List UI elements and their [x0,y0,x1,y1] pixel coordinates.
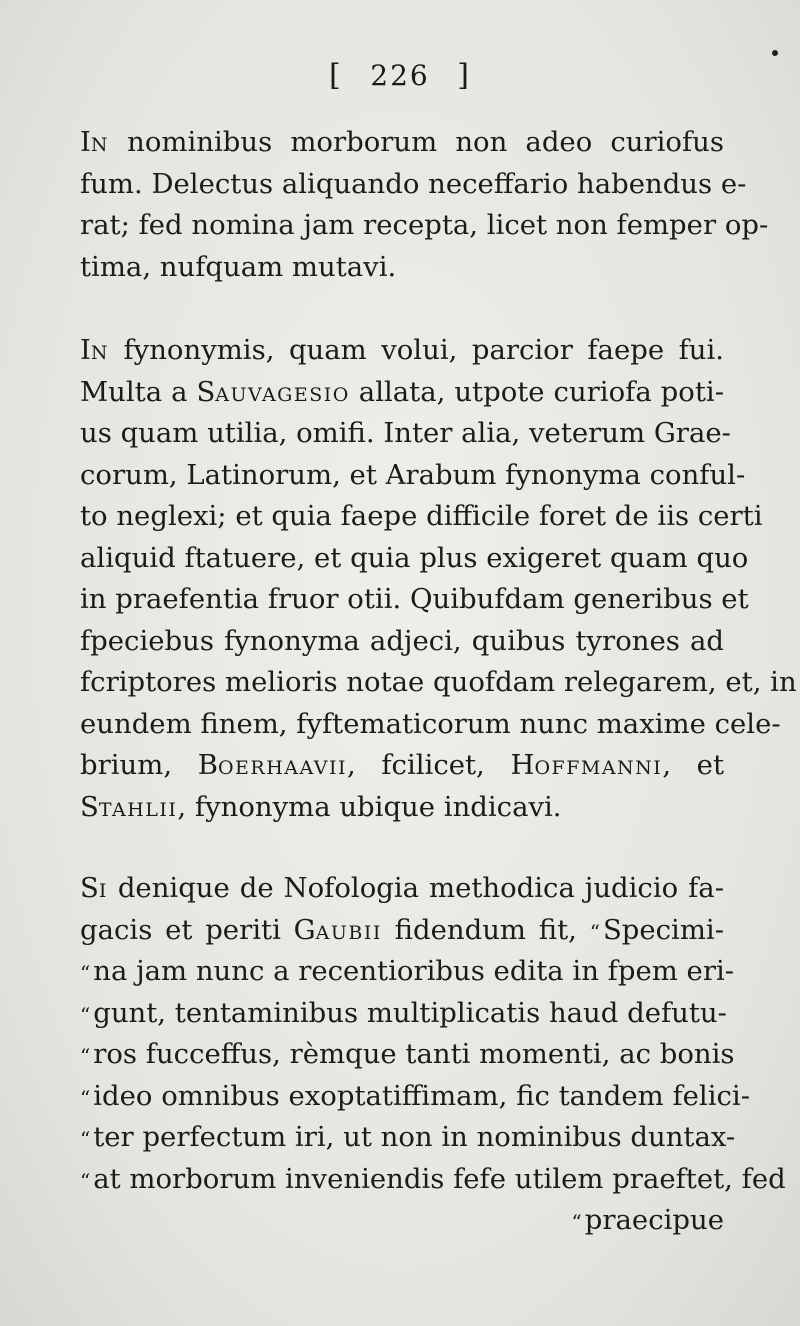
text-line: aliquid ftatuere, et quia plus exigeret quam quo [80,541,749,574]
text-line: fpeciebus fynonyma adjeci, quibus tyrones ad [80,624,724,657]
text-line: fcriptores melioris notae quofdam relegarem, et, in [80,666,797,698]
ink-spot [772,50,778,56]
quoted-line [80,1034,735,1076]
line-text: , fcilicet, [347,749,485,781]
line-text: gacis et periti [80,913,281,946]
text-line [80,868,724,910]
quoted-line [80,1076,750,1118]
quote-mark: “ [80,1168,90,1193]
text-line [80,910,724,952]
small-caps-lead: IN [80,334,109,366]
text-line: us quam utilia, omifi. Inter alia, veterum Grae- [80,417,731,449]
quoted-line [80,1159,786,1201]
line-text: fynonymis, quam volui, parcior faepe fui. [123,334,725,366]
line-text: na jam nunc a recentioribus edita in fpem eri- [93,955,735,987]
line-text: allata, utpote curiofa poti- [358,375,724,408]
line-text: nominibus morborum non adeo curiofus [127,126,724,158]
quote-mark: “ [571,1210,581,1234]
text-line [80,330,724,372]
line-text: Multa a [80,375,188,408]
paragraph-1 [80,122,769,288]
page-header [0,58,800,93]
line-text: ros fucceffus, rèmque tanti momenti, ac bonis [93,1038,735,1070]
line-text: at morborum inveniendis fefe utilem praeftet, fed [93,1162,786,1195]
line-text: , fynonyma ubique indicavi. [177,790,562,823]
author-name-gaub: GAUBII [293,913,382,946]
line-text: fidendum fit, [394,913,577,946]
text-line: rat; fed nomina jam recepta, licet non femper op- [80,209,769,241]
author-name-boerhaave: BOERHAAVII [197,749,347,781]
quote-mark: “ [80,1002,90,1027]
author-name-sauvages: SAUVAGESIO [196,375,350,408]
line-text: Specimi- [602,913,725,946]
text-line: to neglexi; et quia faepe difficile foret de iis certi [80,500,763,532]
page-number: 226 [370,59,430,92]
line-text: brium, [80,749,173,781]
bracket-close: ] [457,58,471,93]
author-name-hoffmann: HOFFMANNI [510,749,663,781]
line-text: denique de Nofologia methodica judicio fa- [117,872,724,904]
line-text: ter perfectum iri, ut non in nominibus duntax- [93,1121,736,1153]
quote-mark: “ [80,1085,90,1110]
quoted-line [80,1117,736,1159]
paragraph-2 [80,330,797,828]
quoted-line [80,993,727,1035]
quote-mark: “ [589,919,599,944]
text-line: tima, nufquam mutavi. [80,250,397,283]
text-line [80,787,724,829]
small-caps-lead: IN [80,126,109,158]
text-line [80,372,724,414]
paragraph-3 [80,868,786,1242]
quote-mark: “ [80,1127,90,1151]
catchword: praecipue [584,1204,724,1236]
quote-mark: “ [80,1044,90,1068]
line-text: ideo omnibus exoptatiffimam, fic tandem felici- [93,1079,750,1112]
line-text: gunt, tentaminibus multiplicatis haud defutu- [93,996,727,1029]
bracket-open: [ [329,58,343,93]
quote-mark: “ [80,961,90,985]
text-line: corum, Latinorum, et Arabum fynonyma conful- [80,458,746,491]
quoted-line [80,951,735,993]
text-line [80,745,724,787]
line-text: , et [662,749,725,781]
small-caps-lead: SI [80,872,108,904]
author-name-stahl: STAHLII [80,790,178,823]
text-line: fum. Delectus aliquando neceffario habendus e- [80,167,747,200]
text-line: eundem finem, fyftematicorum nunc maxime cele- [80,707,781,740]
text-line: in praefentia fruor otii. Quibufdam generibus et [80,583,749,615]
catchword-line [80,1200,724,1242]
text-line [80,122,724,164]
